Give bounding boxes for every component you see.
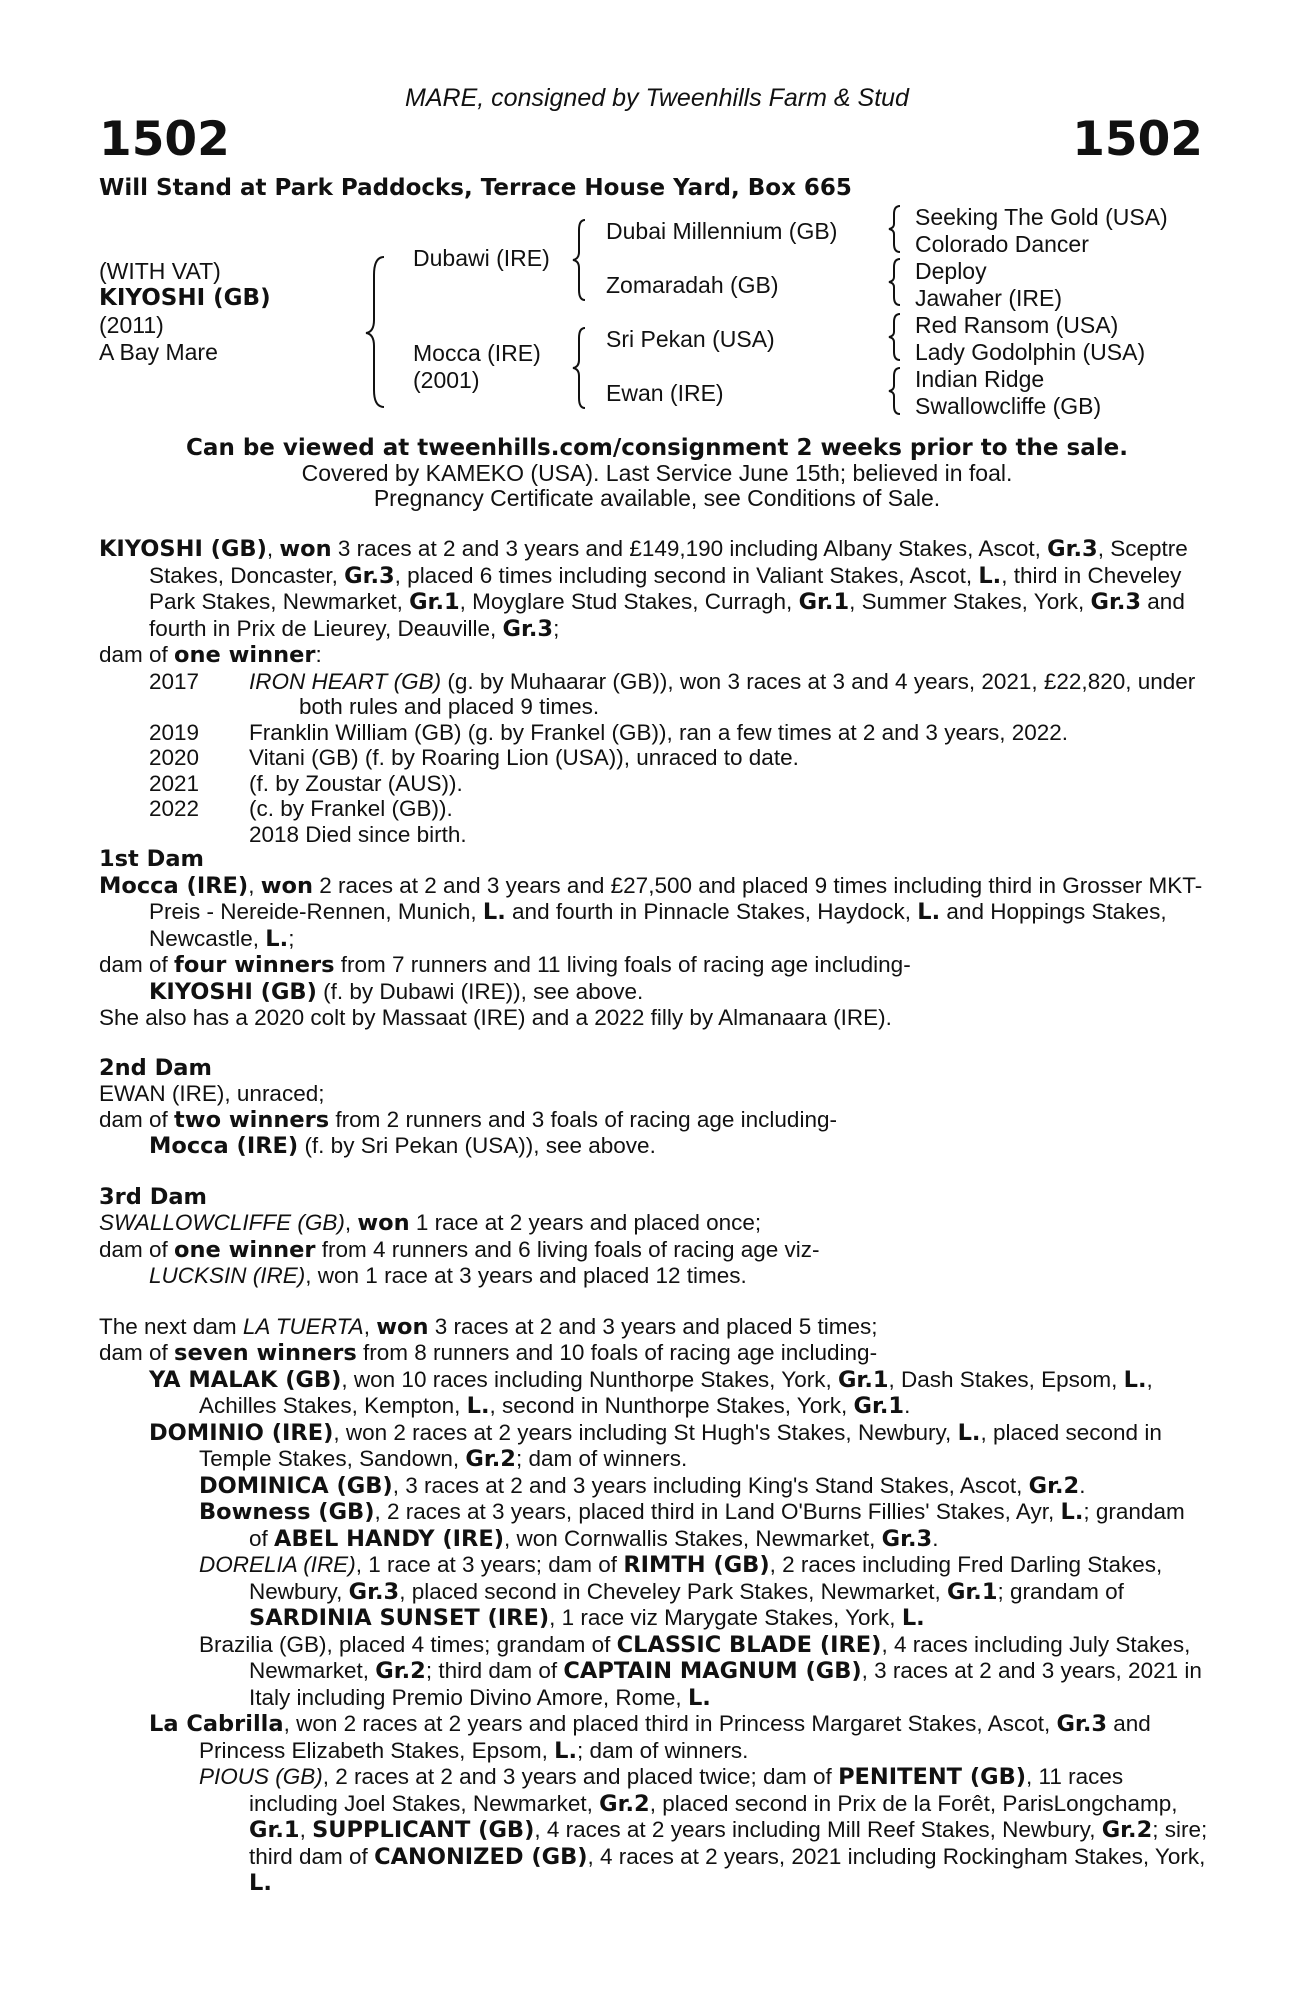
pedigree-g2: Colorado Dancer: [915, 231, 1089, 257]
descendant-brazilia: Brazilia (GB), placed 4 times; grandam of CLASSIC BLADE (IRE), 4 races including July Stakes, Newmarket, Gr.2; third dam of CAPTAIN MAGNUM (GB), 3 races at 2 and 3 years, 2021 in Italy including Premio Divino Amore, Rome, L.: [199, 1631, 1202, 1711]
second-dam-record: EWAN (IRE), unraced;: [99, 1081, 325, 1106]
consignor-line: MARE, consigned by Tweenhills Farm & Stud: [405, 84, 909, 112]
descendant-pious: PIOUS (GB), 2 races at 2 and 3 years and placed twice; dam of PENITENT (GB), 11 races including Joel Stakes, Newmarket, Gr.2, placed second in Prix de la Forêt, ParisLongchamp, Gr.1, SUPPLICANT (GB), 4 races at 2 years including Mill Reef Stakes, Newbury, Gr.2; sire; third dam of CANONIZED (GB), 4 races at 2 years, 2021 including Rockingham Stakes, York, L.: [199, 1764, 1208, 1896]
second-dam-winner: Mocca (IRE) (f. by Sri Pekan (USA)), see above.: [149, 1133, 656, 1159]
next-dam-produce: dam of seven winners from 8 runners and 10 foals of racing age including-: [99, 1340, 878, 1366]
foal-row: 2019 Franklin William (GB) (g. by Frankel (GB)), ran a few times at 2 and 3 years, 2022.: [149, 719, 1069, 745]
second-dam-heading: 2nd Dam: [99, 1054, 212, 1081]
subject-record: KIYOSHI (GB), won 3 races at 2 and 3 years and £149,190 including Albany Stakes, Ascot, Gr.3, Sceptre Stakes, Doncaster, Gr.3, placed 6 times including second in Valiant Stakes, Ascot, L., third in Cheveley Park Stakes, Newmarket, Gr.1, Moyglare Stud Stakes, Curragh, Gr.1, Summer Stakes, York, Gr.3 and fourth in Prix de Lieurey, Deauville, Gr.3;: [99, 536, 1188, 642]
foal-row: 2020 Vitani (GB) (f. by Roaring Lion (USA)), unraced to date.: [149, 745, 799, 770]
foal-row: 2022 (c. by Frankel (GB)).: [149, 796, 453, 821]
pedigree-g1: Seeking The Gold (USA): [915, 204, 1168, 230]
horse-description: A Bay Mare: [99, 339, 218, 365]
next-dam-winner-ya-malak: YA MALAK (GB), won 10 races including Nunthorpe Stakes, York, Gr.1, Dash Stakes, Epsom, L., Achilles Stakes, Kempton, L., second in Nunthorpe Stakes, York, Gr.1.: [149, 1366, 1153, 1419]
pedigree-g8: Swallowcliffe (GB): [915, 393, 1102, 419]
third-dam-produce: dam of one winner from 4 runners and 6 living foals of racing age viz-: [99, 1236, 820, 1263]
pedigree-dam-sire: Sri Pekan (USA): [606, 326, 775, 352]
foal-row: 2021 (f. by Zoustar (AUS)).: [149, 770, 463, 796]
pedigree-dam-year: (2001): [413, 367, 480, 393]
pedigree-sire: Dubawi (IRE): [413, 245, 550, 271]
horse-year: (2011): [99, 312, 164, 338]
next-dam-record: The next dam LA TUERTA, won 3 races at 2 and 3 years and placed 5 times;: [99, 1313, 878, 1340]
vat-label: (WITH VAT): [99, 258, 221, 284]
pedigree-g3: Deploy: [915, 258, 987, 284]
foal-row: 2018 Died since birth.: [249, 821, 467, 847]
pedigree-g6: Lady Godolphin (USA): [915, 339, 1146, 365]
subject-dam-of: dam of one winner:: [99, 642, 322, 668]
racing-record: [99, 536, 1209, 1897]
pedigree-brace-dam: [571, 326, 593, 411]
first-dam-record: Mocca (IRE), won 2 races at 2 and 3 years and £27,500 and placed 9 times including third in Grosser MKT-Preis - Nereide-Rennen, Munich, L. and fourth in Pinnacle Stakes, Haydock, L. and Hoppings Stakes, Newcastle, L.;: [99, 872, 1203, 952]
first-dam-produce: dam of four winners from 7 runners and 11 living foals of racing age including-: [99, 952, 911, 978]
lot-number-right: 1502: [1072, 112, 1203, 167]
pedigree-sire-sire: Dubai Millennium (GB): [606, 218, 838, 244]
pedigree-g4: Jawaher (IRE): [915, 285, 1062, 311]
first-dam-winner: KIYOSHI (GB) (f. by Dubawi (IRE)), see above.: [149, 978, 644, 1005]
lot-number-left: 1502: [99, 112, 230, 167]
pedigree-dam: Mocca (IRE): [413, 340, 541, 366]
pedigree-brace-g4: [887, 366, 907, 416]
horse-name: KIYOSHI (GB): [99, 285, 271, 311]
pedigree-g7: Indian Ridge: [915, 366, 1045, 392]
pregnancy-notice: Pregnancy Certificate available, see Conditions of Sale.: [373, 485, 941, 511]
next-dam-winner-dominio: DOMINIO (IRE), won 2 races at 2 years including St Hugh's Stakes, Newbury, L., placed second in Temple Stakes, Sandown, Gr.2; dam of winners.: [149, 1419, 1162, 1472]
stand-location: Will Stand at Park Paddocks, Terrace House Yard, Box 665: [99, 175, 852, 201]
viewing-notice: Can be viewed at tweenhills.com/consignment 2 weeks prior to the sale.: [186, 435, 1128, 461]
covering-notice: Covered by KAMEKO (USA). Last Service June 15th; believed in foal.: [301, 460, 1013, 486]
pedigree-brace-sire: [571, 218, 593, 303]
second-dam-produce: dam of two winners from 2 runners and 3 foals of racing age including-: [99, 1106, 837, 1133]
first-dam-also: She also has a 2020 colt by Massaat (IRE) and a 2022 filly by Almanaara (IRE).: [99, 1005, 892, 1030]
third-dam-winner: LUCKSIN (IRE), won 1 race at 3 years and placed 12 times.: [149, 1263, 747, 1288]
third-dam-record: SWALLOWCLIFFE (GB), won 1 race at 2 years and placed once;: [99, 1210, 762, 1236]
foal-row: 2017 IRON HEART (GB) (g. by Muhaarar (GB)), won 3 races at 3 and 4 years, 2021, £22,820, under both rules and placed 9 times.: [149, 668, 1196, 719]
pedigree-brace-g2: [887, 257, 907, 307]
pedigree-g5: Red Ransom (USA): [915, 312, 1119, 338]
pedigree-brace-g1: [887, 204, 907, 254]
pedigree-dam-dam: Ewan (IRE): [606, 380, 724, 406]
pedigree-brace-g3: [887, 312, 907, 362]
first-dam-heading: 1st Dam: [99, 846, 204, 872]
descendant-dominica: DOMINICA (GB), 3 races at 2 and 3 years including King's Stand Stakes, Ascot, Gr.2.: [199, 1472, 1086, 1499]
descendant-dorelia: DORELIA (IRE), 1 race at 3 years; dam of RIMTH (GB), 2 races including Fred Darling Stakes, Newbury, Gr.3, placed second in Cheveley Park Stakes, Newmarket, Gr.1; grandam of SARDINIA SUNSET (IRE), 1 race viz Marygate Stakes, York, L.: [199, 1552, 1163, 1631]
next-dam-winner-la-cabrilla: La Cabrilla, won 2 races at 2 years and placed third in Princess Margaret Stakes, Ascot, Gr.3 and Princess Elizabeth Stakes, Epsom, L.; dam of winners.: [149, 1711, 1151, 1764]
descendant-bowness: Bowness (GB), 2 races at 3 years, placed third in Land O'Burns Fillies' Stakes, Ayr, L.; grandam of ABEL HANDY (IRE), won Cornwallis Stakes, Newmarket, Gr.3.: [199, 1499, 1185, 1552]
third-dam-heading: 3rd Dam: [99, 1183, 207, 1210]
pedigree-sire-dam: Zomaradah (GB): [606, 272, 779, 298]
pedigree-brace-main: [364, 255, 394, 410]
